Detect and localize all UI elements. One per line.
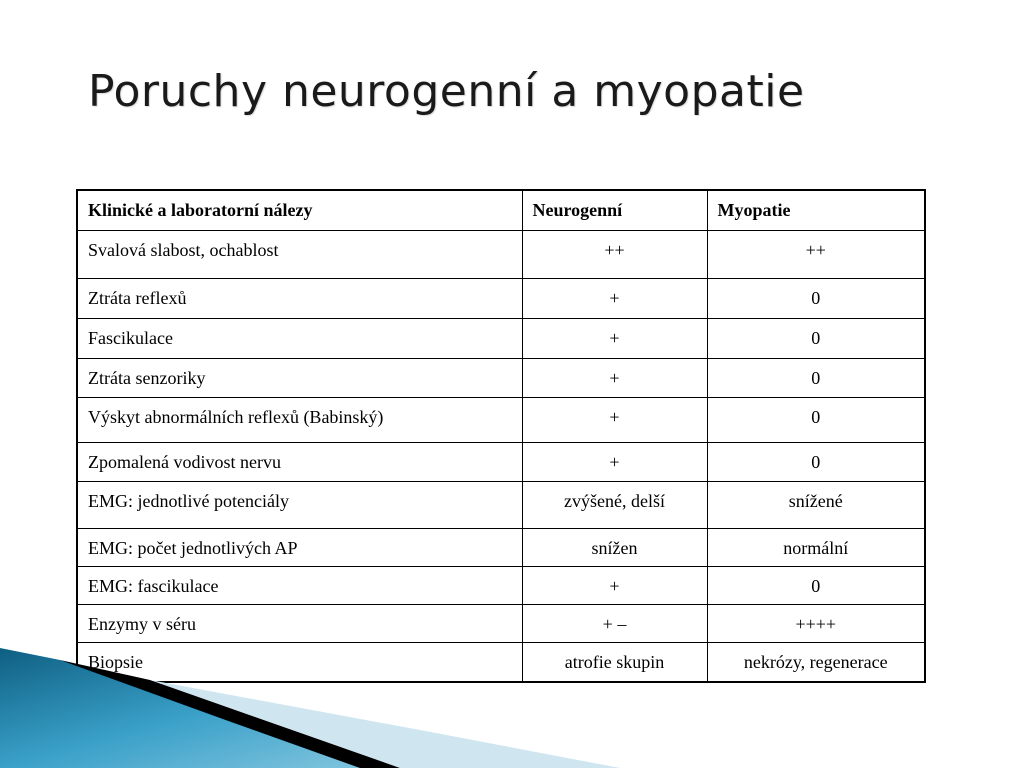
row-neurogenic-value: + xyxy=(522,358,707,397)
table-row xyxy=(77,481,925,528)
row-neurogenic-value: ++ xyxy=(522,230,707,278)
row-finding: Výskyt abnormálních reflexů (Babinský) xyxy=(77,397,522,442)
row-neurogenic-value: + xyxy=(522,278,707,318)
findings-table xyxy=(76,189,926,683)
row-myopathy-value: 0 xyxy=(707,278,925,318)
table-row xyxy=(77,397,925,442)
row-finding: Ztráta senzoriky xyxy=(77,358,522,397)
row-myopathy-value: ++++ xyxy=(707,604,925,642)
row-finding: EMG: počet jednotlivých AP xyxy=(77,528,522,566)
row-neurogenic-value: snížen xyxy=(522,528,707,566)
row-finding: Zpomalená vodivost nervu xyxy=(77,442,522,481)
row-finding: Enzymy v séru xyxy=(77,604,522,642)
header-neurogenic: Neurogenní xyxy=(522,190,707,230)
table-header-row xyxy=(77,190,925,230)
row-neurogenic-value: + xyxy=(522,397,707,442)
row-neurogenic-value: + xyxy=(522,566,707,604)
table-row xyxy=(77,528,925,566)
table-row xyxy=(77,358,925,397)
table-row xyxy=(77,604,925,642)
row-myopathy-value: 0 xyxy=(707,566,925,604)
row-finding: EMG: fascikulace xyxy=(77,566,522,604)
row-myopathy-value: normální xyxy=(707,528,925,566)
row-myopathy-value: snížené xyxy=(707,481,925,528)
row-neurogenic-value: atrofie skupin xyxy=(522,642,707,682)
row-neurogenic-value: + – xyxy=(522,604,707,642)
table-row xyxy=(77,442,925,481)
row-myopathy-value: ++ xyxy=(707,230,925,278)
corner-swoosh-decoration xyxy=(0,640,1024,768)
table-row xyxy=(77,566,925,604)
row-finding: Fascikulace xyxy=(77,318,522,358)
row-myopathy-value: 0 xyxy=(707,397,925,442)
row-myopathy-value: 0 xyxy=(707,358,925,397)
table-row xyxy=(77,318,925,358)
row-neurogenic-value: zvýšené, delší xyxy=(522,481,707,528)
row-finding: EMG: jednotlivé potenciály xyxy=(77,481,522,528)
row-finding: Svalová slabost, ochablost xyxy=(77,230,522,278)
row-myopathy-value: nekrózy, regenerace xyxy=(707,642,925,682)
header-findings: Klinické a laboratorní nálezy xyxy=(77,190,522,230)
table-row xyxy=(77,230,925,278)
row-myopathy-value: 0 xyxy=(707,442,925,481)
header-myopathy: Myopatie xyxy=(707,190,925,230)
row-myopathy-value: 0 xyxy=(707,318,925,358)
row-finding: Biopsie xyxy=(77,642,522,682)
slide-title: Poruchy neurogenní a myopatie xyxy=(88,66,805,117)
table-row xyxy=(77,278,925,318)
row-finding: Ztráta reflexů xyxy=(77,278,522,318)
row-neurogenic-value: + xyxy=(522,318,707,358)
row-neurogenic-value: + xyxy=(522,442,707,481)
